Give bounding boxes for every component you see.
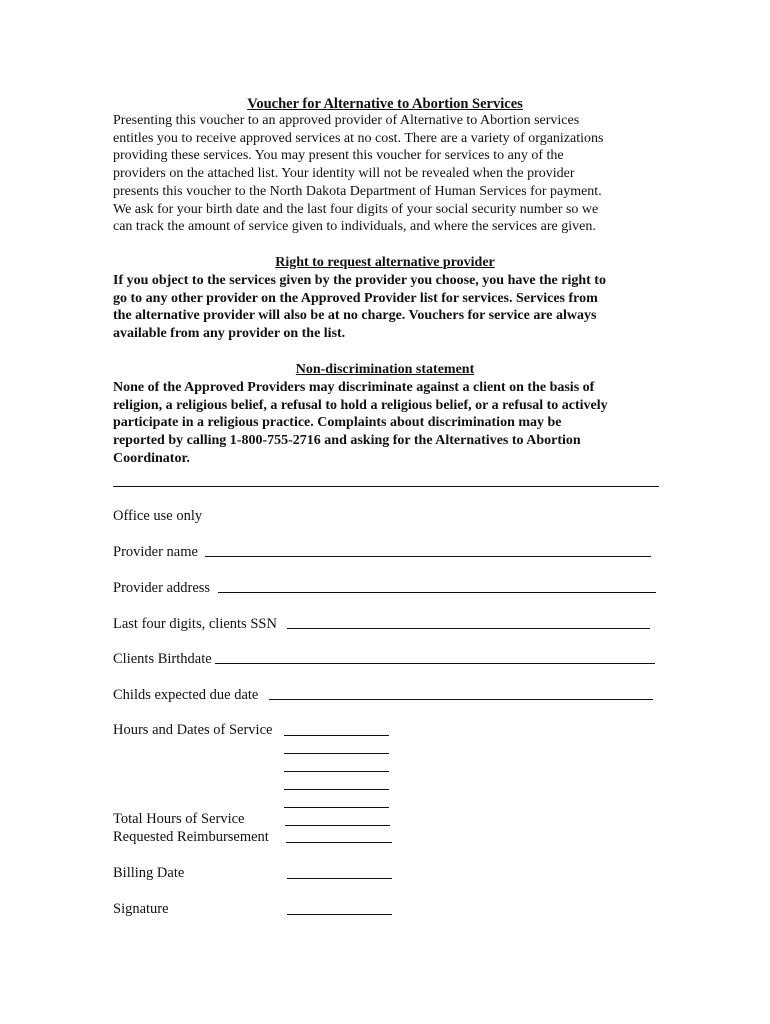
signature-label: Signature [113, 901, 169, 917]
section-divider [113, 486, 659, 487]
right-to-request-heading: Right to request alternative provider [275, 255, 495, 270]
billing-date-field[interactable] [287, 878, 392, 879]
hours-dates-field-3[interactable] [284, 771, 389, 772]
document-title: Voucher for Alternative to Abortion Services [247, 96, 523, 112]
signature-field[interactable] [287, 914, 392, 915]
birthdate-field[interactable] [215, 663, 655, 664]
intro-line: Presenting this voucher to an approved provider of Alternative to Abortion services [113, 113, 580, 128]
due-date-field[interactable] [269, 699, 653, 700]
hours-dates-field-1[interactable] [284, 735, 389, 736]
right-line: the alternative provider will also be at no charge. Vouchers for service are always [113, 308, 597, 324]
provider-address-label: Provider address [113, 580, 211, 596]
right-line: available from any provider on the list. [113, 326, 346, 342]
ssn-field[interactable] [287, 628, 650, 629]
non-discrimination-paragraph [113, 379, 661, 468]
hours-dates-field-4[interactable] [284, 789, 389, 790]
intro-line: presents this voucher to the North Dakota Department of Human Services for payment. [113, 183, 602, 199]
provider-name-field[interactable] [205, 556, 651, 557]
right-to-request-paragraph [113, 272, 661, 343]
intro-paragraph [113, 112, 661, 236]
hours-dates-field-5[interactable] [284, 807, 389, 808]
office-use-label: Office use only [113, 508, 203, 524]
provider-address-field[interactable] [218, 592, 656, 593]
intro-line: providing these services. You may present this voucher for services to any of the [113, 148, 564, 164]
hours-dates-field-2[interactable] [284, 753, 389, 754]
hours-dates-label: Hours and Dates of Service [113, 722, 273, 738]
reimbursement-label: Requested Reimbursement [113, 829, 269, 845]
nd-line: participate in a religious practice. Complaints about discrimination may be [113, 415, 562, 431]
total-hours-field[interactable] [285, 825, 390, 826]
provider-name-label: Provider name [113, 544, 198, 560]
right-line: If you object to the services given by the provider you choose, you have the right to [113, 273, 606, 288]
nd-line: reported by calling 1-800-755-2716 and asking for the Alternatives to Abortion [113, 433, 581, 449]
intro-line: can track the amount of service given to individuals, and where the services are given. [113, 219, 596, 235]
reimbursement-field[interactable] [286, 842, 392, 843]
intro-line: entitles you to receive approved services at no cost. There are a variety of organizations [113, 130, 604, 146]
right-line: go to any other provider on the Approved Provider list for services. Services from [113, 290, 598, 306]
due-date-label: Childs expected due date [113, 687, 259, 703]
nd-line: None of the Approved Providers may discriminate against a client on the basis of [113, 380, 595, 395]
intro-line: We ask for your birth date and the last four digits of your social security number so we [113, 201, 599, 217]
nd-line: Coordinator. [113, 450, 190, 466]
billing-date-label: Billing Date [113, 865, 185, 881]
ssn-label: Last four digits, clients SSN [113, 616, 277, 632]
intro-line: providers on the attached list. Your identity will not be revealed when the provider [113, 166, 575, 182]
birthdate-label: Clients Birthdate [113, 651, 212, 667]
total-hours-label: Total Hours of Service [113, 811, 245, 827]
nd-line: religion, a religious belief, a refusal to hold a religious belief, or a refusal to actively [113, 397, 608, 413]
non-discrimination-heading: Non-discrimination statement [295, 362, 475, 377]
